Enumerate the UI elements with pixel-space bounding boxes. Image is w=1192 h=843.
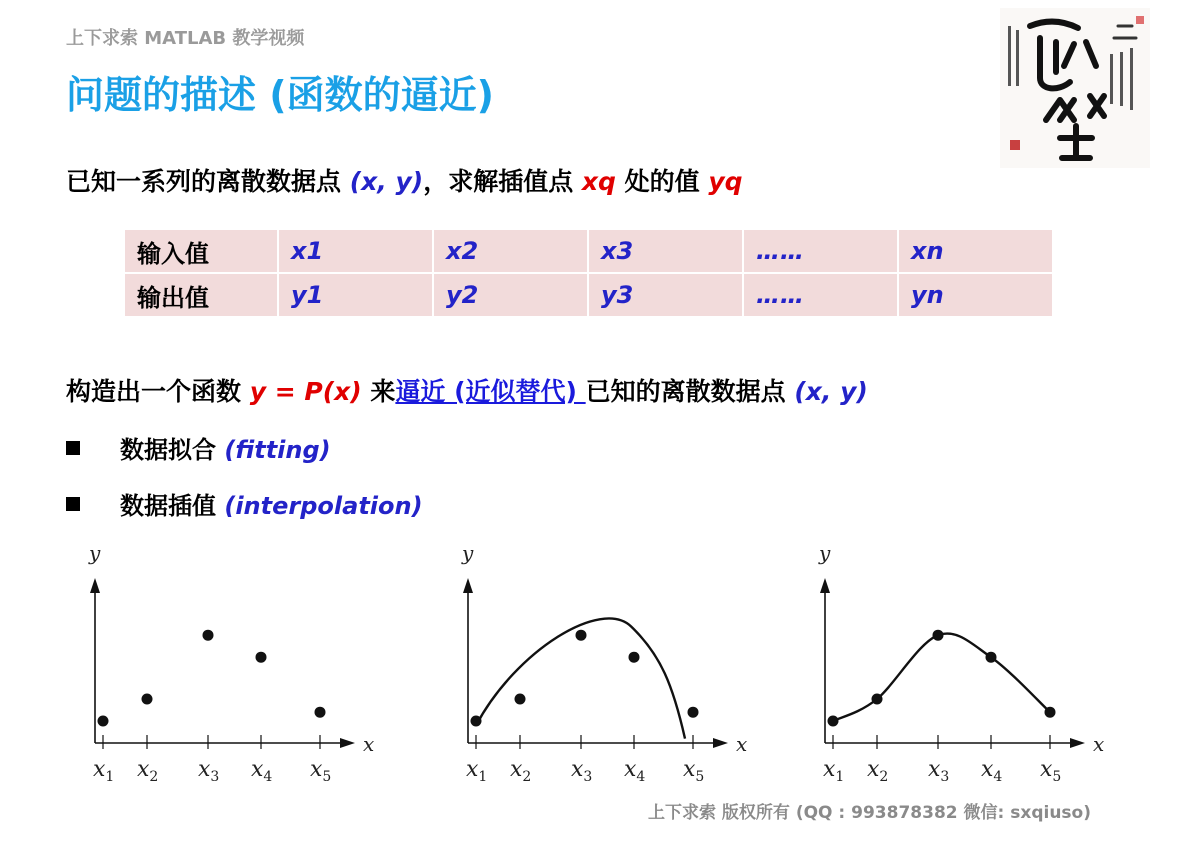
x-tick-label: $x_3$ bbox=[928, 757, 950, 785]
data-point bbox=[1045, 707, 1056, 718]
square-bullet-icon bbox=[66, 441, 80, 455]
x-tick-label: $x_1$ bbox=[93, 757, 115, 785]
table-row-label: 输入值 bbox=[125, 230, 277, 272]
bullet-interpolation bbox=[66, 486, 423, 521]
footer-copyright: 上下求索 版权所有 (QQ : 993878382 微信: sxqiuso) bbox=[648, 803, 1091, 823]
io-table bbox=[123, 228, 1054, 318]
table-cell: x2 bbox=[434, 230, 587, 272]
table-cell: …… bbox=[744, 274, 897, 316]
graph-scatter bbox=[55, 538, 425, 788]
header-subtitle: 上下求索 MATLAB 教学视频 bbox=[66, 28, 305, 49]
data-point bbox=[515, 694, 526, 705]
seal-logo bbox=[1000, 8, 1150, 168]
data-point bbox=[142, 694, 153, 705]
intro-part-2: ，求解插值点 bbox=[423, 167, 582, 196]
table-cell: y1 bbox=[279, 274, 432, 316]
table-row bbox=[125, 230, 1052, 272]
x-tick-label: $x_2$ bbox=[510, 757, 532, 785]
table-row bbox=[125, 274, 1052, 316]
table-cell: yn bbox=[899, 274, 1052, 316]
data-point bbox=[471, 716, 482, 727]
construct-func: y = P(x) bbox=[249, 377, 362, 406]
x-tick-label: $x_3$ bbox=[198, 757, 220, 785]
intro-part-3: 处的值 bbox=[615, 167, 709, 196]
x-axis-arrow-icon bbox=[340, 738, 355, 748]
intro-xq: xq bbox=[581, 167, 616, 196]
table-cell: …… bbox=[744, 230, 897, 272]
table-cell: y3 bbox=[589, 274, 742, 316]
y-axis-arrow-icon bbox=[463, 578, 473, 593]
intro-part-1: 已知一系列的离散数据点 bbox=[66, 167, 350, 196]
construct-part-3: 已知的离散数据点 bbox=[585, 377, 795, 406]
construct-xy: (x, y) bbox=[794, 377, 868, 406]
y-axis-label: y bbox=[819, 541, 831, 565]
construct-part-1: 构造出一个函数 bbox=[66, 377, 250, 406]
x-tick-label: $x_2$ bbox=[137, 757, 159, 785]
x-tick-label: $x_5$ bbox=[310, 757, 332, 785]
intro-yq: yq bbox=[708, 167, 743, 196]
interpolation-curve bbox=[833, 634, 1050, 721]
x-axis-arrow-icon bbox=[1070, 738, 1085, 748]
x-tick-label: $x_4$ bbox=[251, 757, 273, 785]
graph-fitting bbox=[428, 538, 798, 788]
x-axis-arrow-icon bbox=[713, 738, 728, 748]
intro-xy: (x, y) bbox=[349, 167, 424, 196]
x-axis-label: x bbox=[736, 732, 748, 756]
data-point bbox=[629, 652, 640, 663]
approximation-link[interactable]: 逼近 (近似替代) bbox=[395, 377, 586, 406]
construct-part-2: 来 bbox=[361, 377, 396, 406]
x-tick-label: $x_4$ bbox=[624, 757, 646, 785]
x-tick-label: $x_5$ bbox=[1040, 757, 1062, 785]
x-tick-label: $x_1$ bbox=[823, 757, 845, 785]
x-axis-label: x bbox=[1093, 732, 1105, 756]
x-axis-label: x bbox=[363, 732, 375, 756]
data-point bbox=[828, 716, 839, 727]
x-tick-label: $x_2$ bbox=[867, 757, 889, 785]
bullet-text: 数据插值 bbox=[120, 492, 225, 520]
y-axis-label: y bbox=[462, 541, 474, 565]
data-point bbox=[576, 630, 587, 641]
construct-text bbox=[66, 372, 868, 408]
y-axis-label: y bbox=[89, 541, 101, 565]
data-point bbox=[688, 707, 699, 718]
data-point bbox=[986, 652, 997, 663]
data-point bbox=[933, 630, 944, 641]
x-tick-label: $x_4$ bbox=[981, 757, 1003, 785]
page-title: 问题的描述 (函数的逼近) bbox=[66, 73, 494, 117]
y-axis-arrow-icon bbox=[820, 578, 830, 593]
x-tick-label: $x_3$ bbox=[571, 757, 593, 785]
table-row-label: 输出值 bbox=[125, 274, 277, 316]
table-cell: x1 bbox=[279, 230, 432, 272]
square-bullet-icon bbox=[66, 497, 80, 511]
data-point bbox=[256, 652, 267, 663]
data-point bbox=[203, 630, 214, 641]
table-cell: y2 bbox=[434, 274, 587, 316]
data-point bbox=[98, 716, 109, 727]
bullet-term: (fitting) bbox=[224, 436, 331, 464]
graph-interpolation bbox=[785, 538, 1155, 788]
bullet-fitting bbox=[66, 430, 331, 465]
data-point bbox=[315, 707, 326, 718]
y-axis-arrow-icon bbox=[90, 578, 100, 593]
data-point bbox=[872, 694, 883, 705]
x-tick-label: $x_5$ bbox=[683, 757, 705, 785]
table-cell: x3 bbox=[589, 230, 742, 272]
intro-text bbox=[66, 162, 743, 198]
bullet-text: 数据拟合 bbox=[120, 436, 225, 464]
x-tick-label: $x_1$ bbox=[466, 757, 488, 785]
bullet-term: (interpolation) bbox=[224, 492, 423, 520]
table-cell: xn bbox=[899, 230, 1052, 272]
